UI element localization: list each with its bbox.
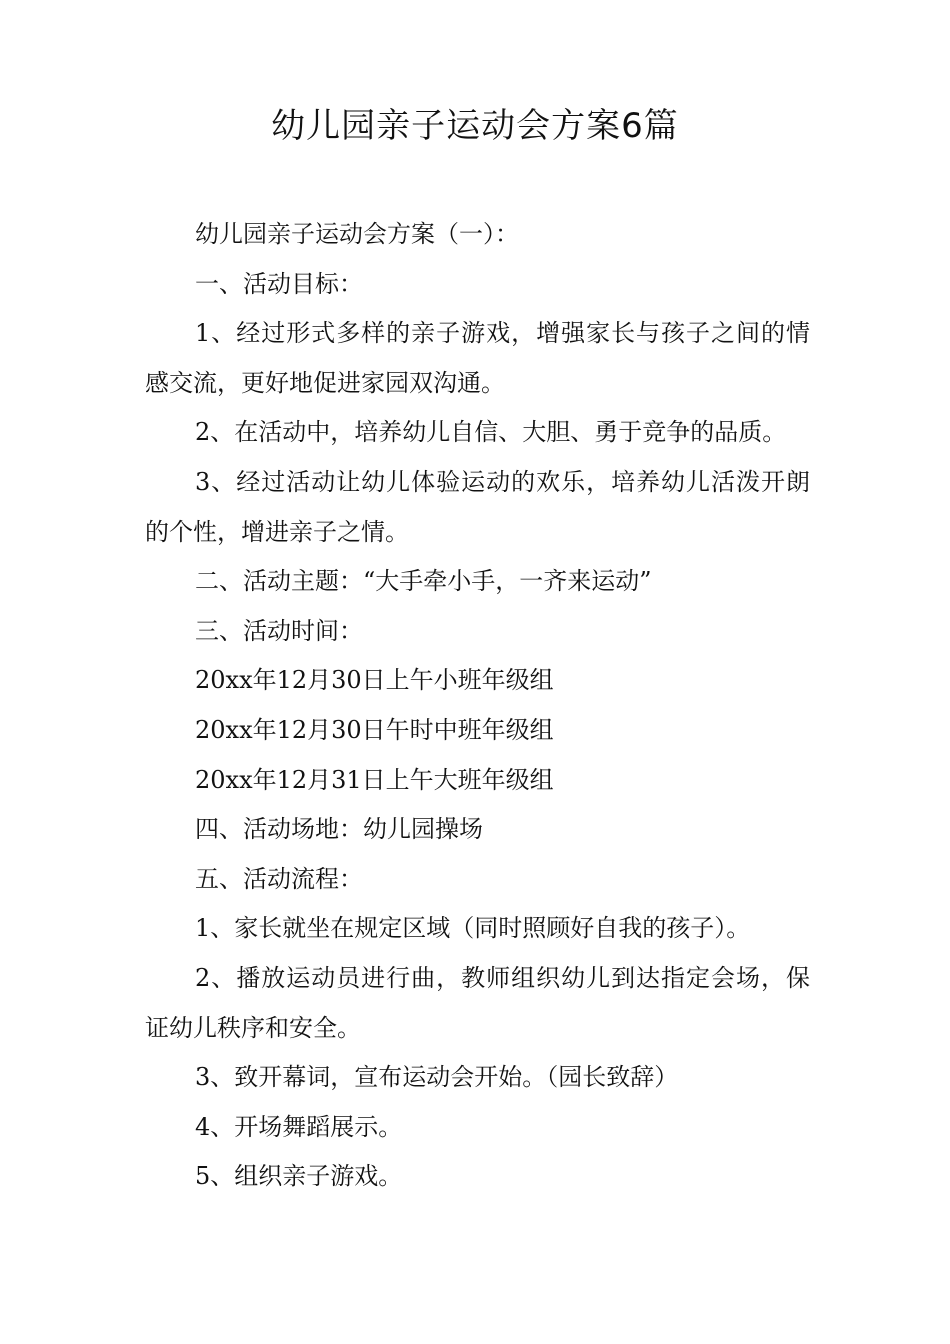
schedule-item-small-class: 20xx年12月30日上午小班年级组 bbox=[195, 666, 554, 695]
goal-item-2: 2、在活动中，培养幼儿自信、大胆、勇于竞争的品质。 bbox=[195, 418, 787, 447]
process-item-4: 4、开场舞蹈展示。 bbox=[195, 1112, 403, 1141]
section-heading-goals: 一、活动目标： bbox=[195, 269, 363, 298]
section-heading-process: 五、活动流程： bbox=[195, 864, 363, 893]
section-heading-theme: 二、活动主题：“大手牵小手，一齐来运动” bbox=[195, 567, 652, 596]
document-title: 幼儿园亲子运动会方案6篇 bbox=[271, 106, 679, 146]
process-item-3: 3、致开幕词，宣布运动会开始。（园长致辞） bbox=[195, 1063, 679, 1092]
goal-item-1: 1、经过形式多样的亲子游戏，增强家长与孩子之间的情感交流，更好地促进家园双沟通。 bbox=[145, 319, 810, 397]
document-body bbox=[145, 210, 810, 1202]
process-item-2: 2、播放运动员进行曲，教师组织幼儿到达指定会场，保证幼儿秩序和安全。 bbox=[145, 963, 810, 1042]
schedule-item-middle-class: 20xx年12月30日午时中班年级组 bbox=[195, 715, 554, 744]
section-heading-plan-one: 幼儿园亲子运动会方案（一）： bbox=[195, 220, 519, 248]
schedule-item-large-class: 20xx年12月31日上午大班年级组 bbox=[195, 765, 554, 794]
goal-item-3: 3、经过活动让幼儿体验运动的欢乐，培养幼儿活泼开朗的个性，增进亲子之情。 bbox=[145, 467, 810, 546]
process-item-5: 5、组织亲子游戏。 bbox=[195, 1162, 403, 1191]
process-item-1: 1、家长就坐在规定区域（同时照顾好自我的孩子）。 bbox=[195, 914, 751, 943]
section-heading-venue: 四、活动场地：幼儿园操场 bbox=[195, 815, 483, 844]
section-heading-time: 三、活动时间： bbox=[195, 616, 363, 645]
